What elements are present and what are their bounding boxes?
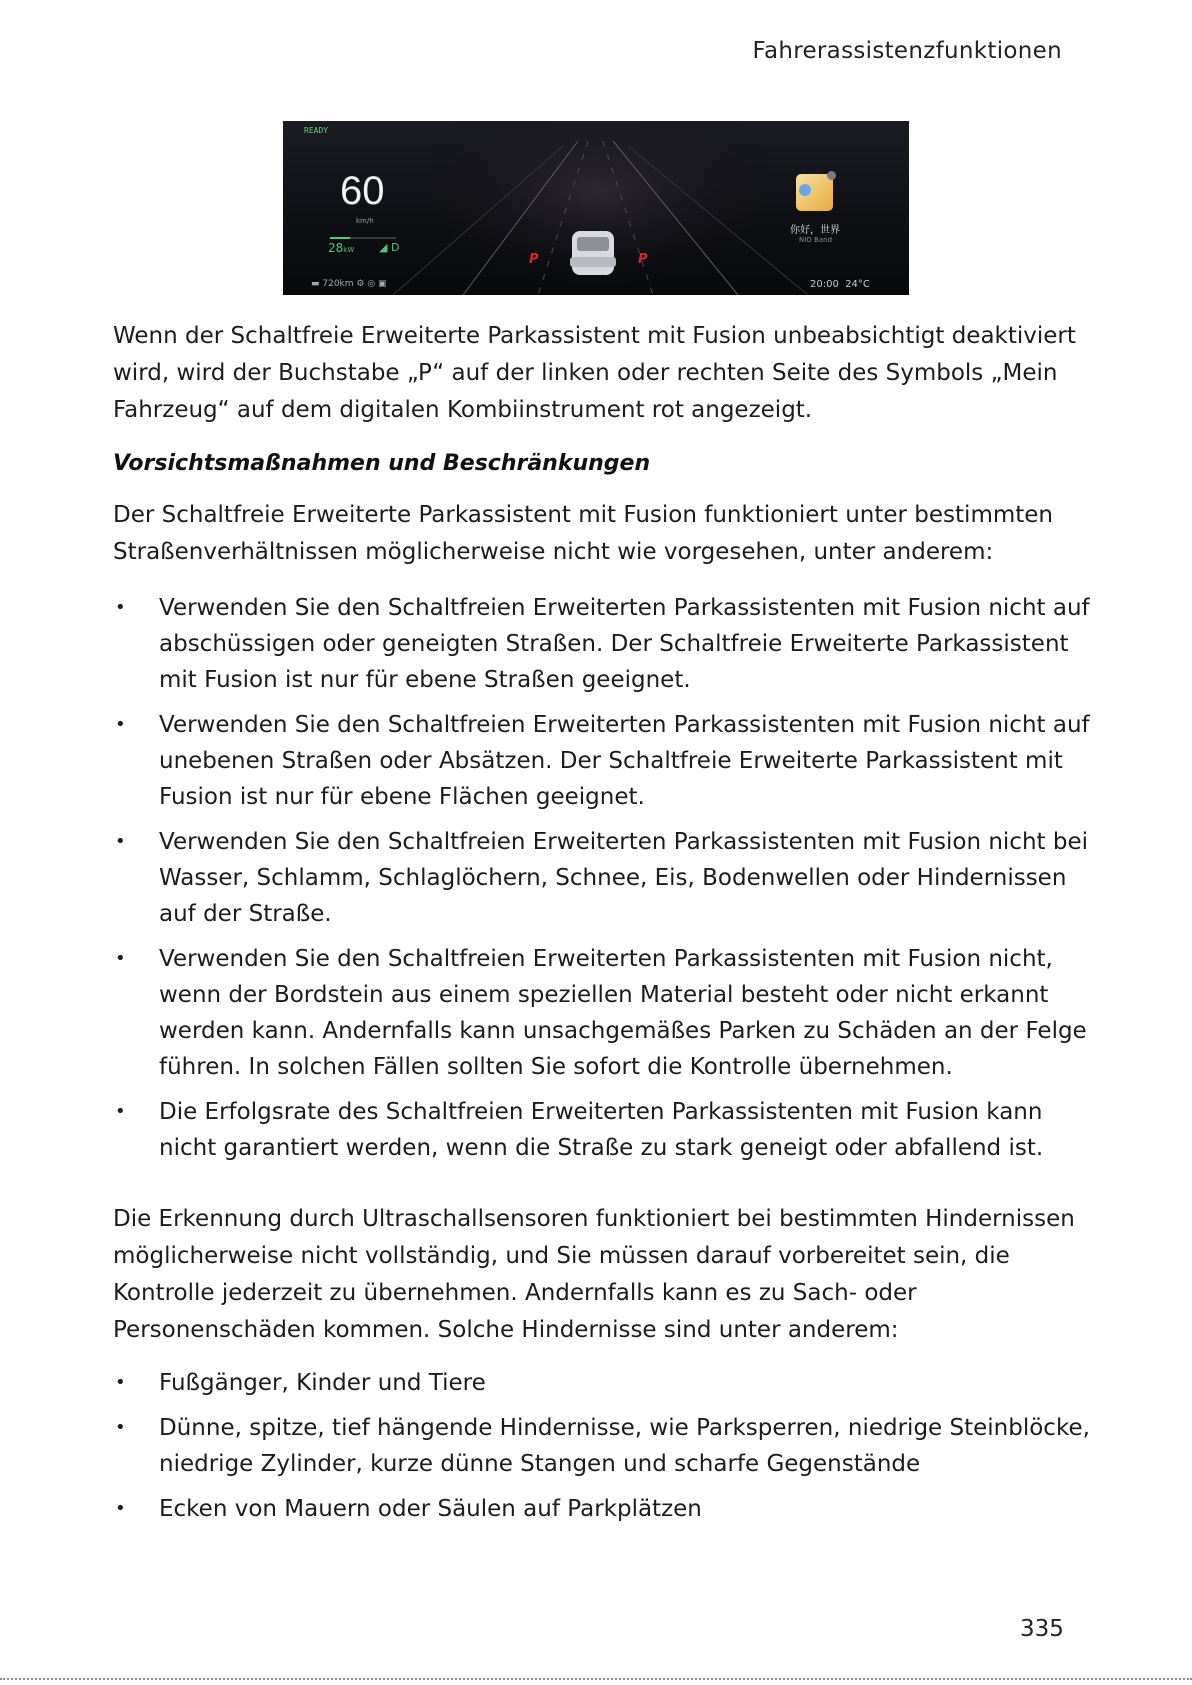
my-vehicle-icon: [570, 231, 616, 275]
gear-indicator: [379, 241, 399, 254]
running-header: Fahrerassistenzfunktionen: [752, 38, 1062, 64]
clock: 20:00: [810, 279, 839, 290]
power-unit: kW: [343, 246, 355, 254]
bullet: •: [115, 1417, 126, 1438]
bullet: •: [115, 1498, 126, 1519]
song-title: 你好，世界: [790, 225, 840, 236]
list-item-text: Verwenden Sie den Schaltfreien Erweiterten Parkassistenten mit Fusion nicht auf abschüssigen oder geneigten Straßen. Der Schaltfreie Erweiterte Parkassistent mit Fusion ist nur für ebene Straßen geeignet.: [159, 595, 1090, 693]
list-item: [113, 941, 1103, 1085]
bullet: •: [115, 831, 126, 852]
bullet: •: [115, 948, 126, 969]
list-item-text: Die Erfolgsrate des Schaltfreien Erweiterten Parkassistenten mit Fusion kann nicht garantiert werden, wenn die Straße zu stark geneigt oder abfallend ist.: [159, 1099, 1044, 1161]
list-item-text: Verwenden Sie den Schaltfreien Erweiterten Parkassistenten mit Fusion nicht bei Wasser, Schlamm, Schlaglöchern, Schnee, Eis, Bodenwellen oder Hindernissen auf der Straße.: [159, 829, 1088, 927]
album-art: [796, 174, 833, 211]
power-bar: [330, 237, 396, 239]
gear-value: D: [390, 241, 400, 254]
play-icon: [827, 171, 836, 180]
power-bar-fill: [330, 237, 350, 239]
power-readout: [328, 241, 354, 255]
bullet: •: [115, 714, 126, 735]
list-item-text: Fußgänger, Kinder und Tiere: [159, 1370, 486, 1396]
list-item-text: Verwenden Sie den Schaltfreien Erweiterten Parkassistenten mit Fusion nicht, wenn der Bordstein aus einem speziellen Material besteht oder nicht erkannt werden kann. Andernfalls kann unsachgemäßes Parken zu Schäden an der Felge führen. In solchen Fällen sollten Sie sofort die Kontrolle übernehmen.: [159, 946, 1087, 1080]
list-item: [113, 590, 1103, 698]
list-item: [113, 824, 1103, 932]
list-item: [113, 1365, 1103, 1401]
speed-unit: km/h: [356, 217, 374, 225]
page-number: 335: [1020, 1616, 1064, 1642]
parking-letter-right: P: [638, 252, 648, 267]
paragraph-ultrasonic: Die Erkennung durch Ultraschallsensoren funktioniert bei bestimmten Hindernissen möglicherweise nicht vollständig, und Sie müssen darauf vorbereitet sein, die Kontrolle jederzeit zu übernehmen. Andernfalls kann es zu Sach- oder Personenschäden kommen. Solche Hindernisse sind unter anderem:: [113, 1206, 1075, 1343]
list-item: [113, 1094, 1103, 1166]
list-item-text: Verwenden Sie den Schaltfreien Erweiterten Parkassistenten mit Fusion nicht auf unebenen Straßen oder Absätzen. Der Schaltfreie Erweiterte Parkassistent mit Fusion ist nur für ebene Flächen geeignet.: [159, 712, 1090, 810]
obstacles-list: [113, 1365, 1103, 1527]
paragraph-p-indicator: Wenn der Schaltfreie Erweiterte Parkassistent mit Fusion unbeabsichtigt deaktiviert wird, wird der Buchstabe „P“ auf der linken oder rechten Seite des Symbols „Mein Fahrzeug“ auf dem digitalen Kombiinstrument rot angezeigt.: [113, 323, 1076, 423]
status-bar: [311, 279, 387, 289]
temperature: 24°C: [845, 279, 870, 290]
bottom-dotted-rule: [0, 1678, 1192, 1680]
list-item: [113, 1410, 1103, 1482]
list-item-text: Dünne, spitze, tief hängende Hindernisse, wie Parksperren, niedrige Steinblöcke, niedrige Zylinder, kurze dünne Stangen und scharfe Gegenstände: [159, 1415, 1090, 1477]
song-artist: NIO Band: [799, 236, 833, 244]
parking-letter-left: P: [529, 252, 539, 267]
power-value: 28: [328, 241, 344, 255]
leaf-icon: ◢: [379, 241, 391, 254]
clock-temperature: [810, 279, 870, 290]
list-item: [113, 1491, 1103, 1527]
assist-icons: ⚙ ◎ ▣: [353, 279, 387, 289]
ready-indicator: READY: [304, 126, 329, 135]
road-conditions-list: [113, 590, 1103, 1166]
range-value: 720km: [322, 279, 354, 289]
bullet: •: [115, 597, 126, 618]
list-item: [113, 707, 1103, 815]
bullet: •: [115, 1372, 126, 1393]
speed-value: 60: [340, 169, 385, 213]
battery-icon: ▬: [311, 279, 323, 289]
instrument-cluster-image: [283, 121, 909, 295]
section-heading: Vorsichtsmaßnahmen und Beschränkungen: [113, 451, 651, 476]
bullet: •: [115, 1101, 126, 1122]
paragraph-road-conditions: Der Schaltfreie Erweiterte Parkassistent mit Fusion funktioniert unter bestimmten Straßenverhältnissen möglicherweise nicht wie vorgesehen, unter anderem:: [113, 502, 1054, 565]
list-item-text: Ecken von Mauern oder Säulen auf Parkplätzen: [159, 1496, 702, 1522]
